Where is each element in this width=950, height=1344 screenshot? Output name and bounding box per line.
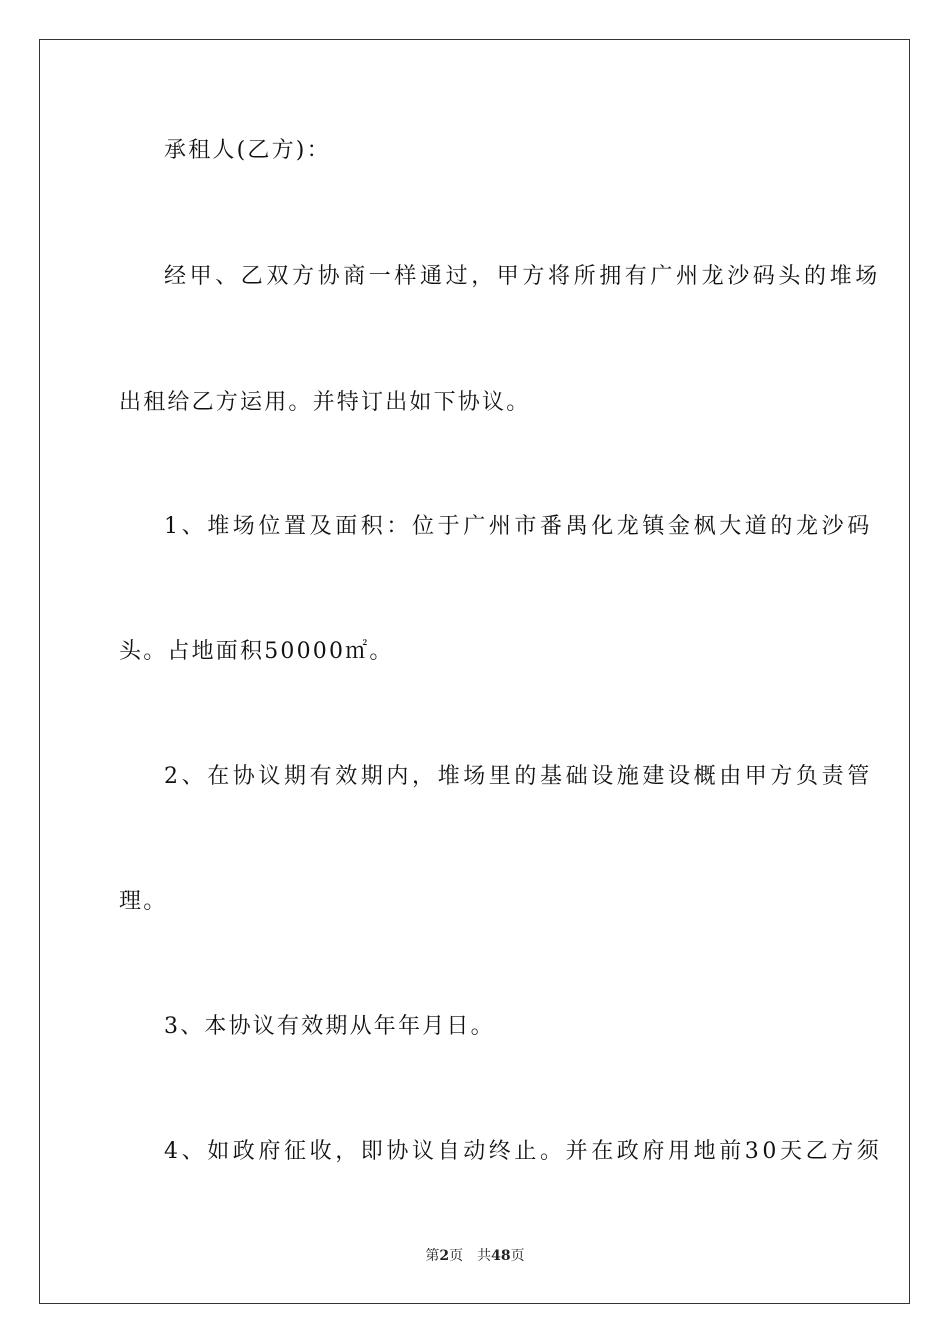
text-line-lessee: 承租人(乙方)： [164, 138, 331, 163]
text-line-clause-2a: 2、在协议期有效期内，堆场里的基础设施建设概由甲方负责管 [164, 764, 873, 789]
footer-total-suffix: 页 [510, 1248, 525, 1264]
page-frame [39, 39, 910, 1304]
footer-total-number: 48 [491, 1248, 511, 1264]
footer-total-prefix: 共 [477, 1248, 492, 1264]
footer-page-number: 2 [439, 1248, 450, 1264]
text-line-clause-3: 3、本协议有效期从年年月日。 [164, 1014, 495, 1039]
text-line-clause-2b: 理。 [119, 889, 168, 914]
footer-page-suffix: 页 [449, 1248, 464, 1264]
page-footer [0, 1247, 950, 1265]
text-line-clause-4: 4、如政府征收，即协议自动终止。并在政府用地前30天乙方须 [164, 1139, 883, 1164]
text-line-intro-1: 经甲、乙双方协商一样通过，甲方将所拥有广州龙沙码头的堆场 [164, 264, 881, 289]
text-line-clause-1b: 头。占地面积50000㎡。 [119, 639, 394, 664]
text-line-clause-1a: 1、堆场位置及面积：位于广州市番禺化龙镇金枫大道的龙沙码 [164, 514, 873, 539]
footer-page-prefix: 第 [425, 1248, 440, 1264]
text-line-intro-2: 出租给乙方运用。并特订出如下协议。 [119, 390, 531, 415]
